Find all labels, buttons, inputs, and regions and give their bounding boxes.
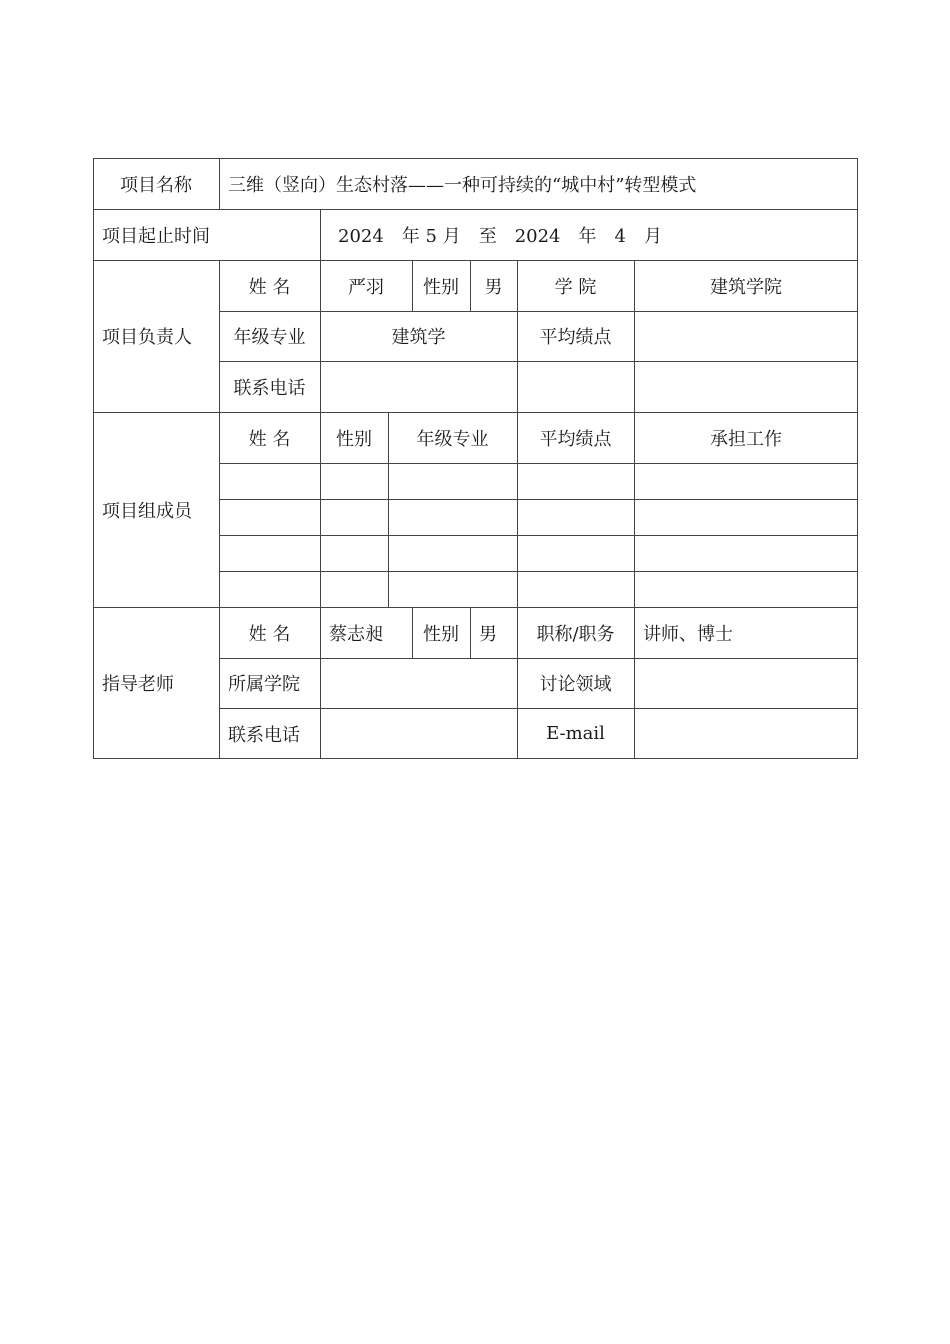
member-row-3-gender — [320, 535, 388, 571]
leader-section-label: 项目负责人 — [102, 327, 192, 348]
leader-gender-value: 男 — [484, 276, 503, 298]
table-rule — [412, 260, 413, 311]
advisor-gender-value: 男 — [479, 623, 497, 645]
leader-name-value: 严羽 — [348, 276, 384, 298]
member-row-3-gpa — [517, 535, 634, 571]
advisor-field-value — [634, 658, 858, 708]
leader-grade-major-value: 建筑学 — [391, 327, 446, 348]
project-name-label: 项目名称 — [120, 174, 192, 196]
member-row-1-work — [634, 463, 858, 499]
table-rule — [219, 499, 858, 500]
leader-name-label: 姓 名 — [248, 276, 291, 298]
member-row-1-gpa — [517, 463, 634, 499]
table-rule — [219, 463, 858, 464]
leader-phone-value — [320, 361, 517, 412]
table-rule — [219, 158, 220, 209]
advisor-field-label: 讨论领域 — [539, 674, 612, 695]
table-rule — [320, 209, 321, 759]
application-form-table — [93, 158, 858, 759]
members-section-label: 项目组成员 — [102, 500, 192, 522]
leader-phone-label: 联系电话 — [233, 377, 306, 399]
table-rule — [219, 535, 858, 536]
project-period-value: 2024 年 5 月 至 2024 年 4 月 — [338, 225, 662, 247]
table-rule — [470, 607, 471, 658]
table-border-left — [93, 158, 94, 759]
member-row-2-gender — [320, 499, 388, 535]
advisor-name-label: 姓 名 — [248, 623, 291, 645]
member-row-4-work — [634, 571, 858, 607]
table-rule — [219, 260, 220, 759]
member-row-4-gender — [320, 571, 388, 607]
leader-gender-label: 性别 — [423, 276, 459, 298]
table-rule — [93, 412, 858, 413]
members-header-grade-major: 年级专业 — [416, 428, 489, 450]
member-row-4-gpa — [517, 571, 634, 607]
table-rule — [412, 607, 413, 658]
table-border-right — [857, 158, 858, 759]
member-row-1-name — [219, 463, 320, 499]
member-row-2-gpa — [517, 499, 634, 535]
leader-grade-major-label: 年级专业 — [233, 327, 306, 348]
table-rule — [219, 708, 858, 709]
table-rule — [517, 260, 518, 759]
table-rule — [219, 361, 858, 362]
project-period-label: 项目起止时间 — [102, 225, 210, 247]
member-row-1-grade-major — [388, 463, 517, 499]
table-rule — [93, 209, 858, 210]
member-row-4-grade-major — [388, 571, 517, 607]
members-header-gender: 性别 — [336, 428, 372, 450]
member-row-2-work — [634, 499, 858, 535]
advisor-gender-label: 性别 — [423, 623, 459, 645]
table-rule — [388, 412, 389, 607]
member-row-1-gender — [320, 463, 388, 499]
table-border-top — [93, 158, 858, 159]
table-rule — [634, 260, 635, 759]
advisor-title-label: 职称/职务 — [536, 623, 615, 645]
advisor-phone-label: 联系电话 — [228, 724, 300, 746]
leader-college-label: 学 院 — [554, 276, 597, 298]
members-header-gpa: 平均绩点 — [539, 428, 612, 450]
advisor-college-label: 所属学院 — [228, 674, 300, 695]
member-row-3-name — [219, 535, 320, 571]
member-row-4-name — [219, 571, 320, 607]
table-border-bottom — [93, 758, 858, 759]
project-name-value: 三维（竖向）生态村落——一种可持续的“城中村”转型模式 — [228, 174, 697, 196]
member-row-2-name — [219, 499, 320, 535]
members-header-work: 承担工作 — [710, 428, 782, 450]
leader-gpa-label: 平均绩点 — [539, 327, 612, 348]
advisor-phone-value — [320, 708, 517, 759]
members-header-name: 姓 名 — [248, 428, 291, 450]
leader-college-value: 建筑学院 — [710, 276, 782, 298]
advisor-title-value: 讲师、博士 — [643, 623, 733, 645]
advisor-section-label: 指导老师 — [102, 674, 174, 695]
advisor-name-value: 蔡志昶 — [329, 623, 383, 645]
leader-gpa-value — [634, 311, 858, 361]
table-rule — [93, 607, 858, 608]
table-rule — [470, 260, 471, 311]
member-row-3-grade-major — [388, 535, 517, 571]
advisor-email-value — [634, 708, 858, 759]
table-rule — [219, 571, 858, 572]
member-row-3-work — [634, 535, 858, 571]
table-rule — [219, 658, 858, 659]
member-row-2-grade-major — [388, 499, 517, 535]
advisor-email-label: E-mail — [546, 723, 605, 744]
table-rule — [219, 311, 858, 312]
advisor-college-value — [320, 658, 517, 708]
table-rule — [93, 260, 858, 261]
